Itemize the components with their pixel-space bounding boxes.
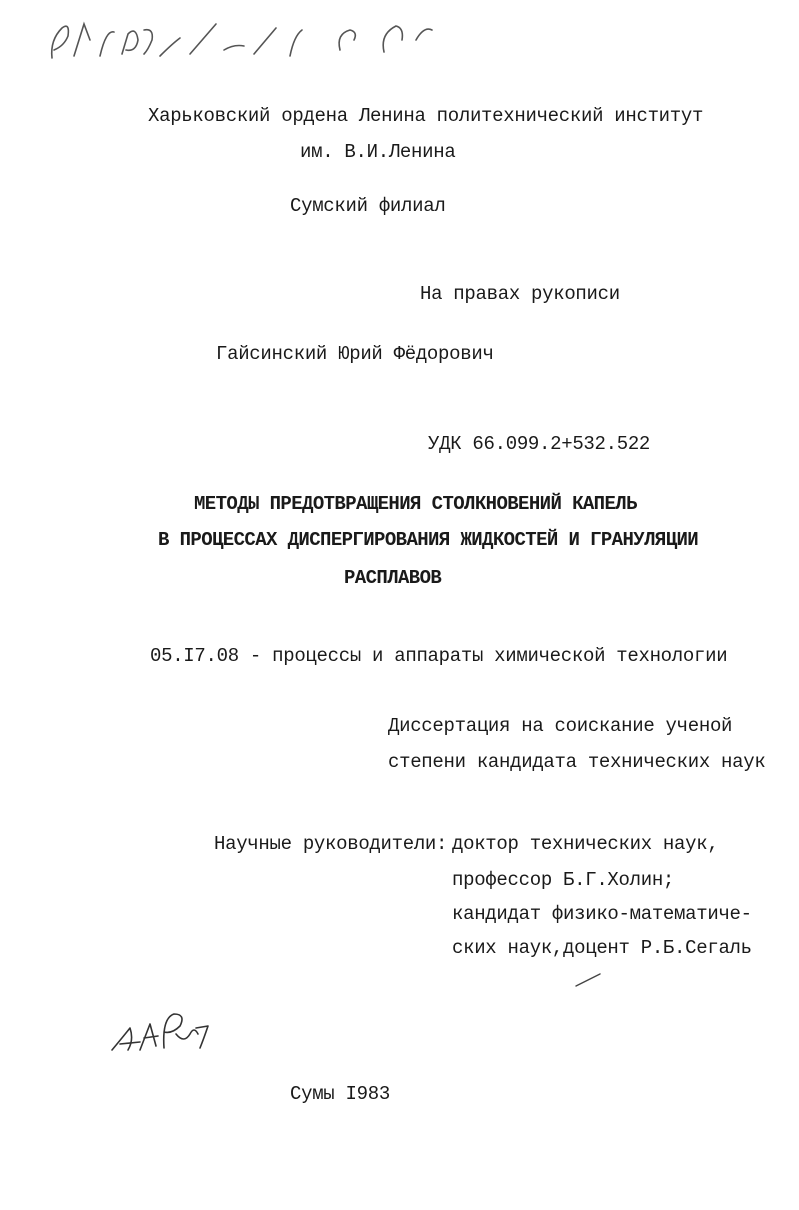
institute-name-line1: Харьковский ордена Ленина политехнический институт bbox=[148, 105, 704, 127]
author-name: Гайсинский Юрий Фёдорович bbox=[216, 343, 494, 365]
specialty-code: 05.I7.08 - процессы и аппараты химической технологии bbox=[150, 645, 728, 667]
pen-stroke-mark bbox=[574, 970, 604, 990]
institute-name-line2: им. В.И.Ленина bbox=[300, 141, 456, 163]
supervisors-label: Научные руководители: bbox=[214, 833, 448, 855]
title-line-1: МЕТОДЫ ПРЕДОТВРАЩЕНИЯ СТОЛКНОВЕНИЙ КАПЕЛЬ bbox=[194, 493, 637, 515]
handwritten-archive-mark bbox=[40, 10, 440, 70]
branch-name: Сумский филиал bbox=[290, 195, 446, 217]
handwritten-signature bbox=[106, 1004, 216, 1058]
udc-code: УДК 66.099.2+532.522 bbox=[428, 433, 651, 455]
supervisor-line-4: ских наук,доцент Р.Б.Сегаль bbox=[452, 937, 752, 959]
dissertation-line-1: Диссертация на соискание ученой bbox=[388, 715, 733, 737]
supervisor-line-1: доктор технических наук, bbox=[452, 833, 719, 855]
title-line-3: РАСПЛАВОВ bbox=[344, 567, 442, 589]
supervisor-line-2: профессор Б.Г.Холин; bbox=[452, 869, 675, 891]
supervisor-line-3: кандидат физико-математиче- bbox=[452, 903, 752, 925]
title-line-2: В ПРОЦЕССАХ ДИСПЕРГИРОВАНИЯ ЖИДКОСТЕЙ И ГРАНУЛЯЦИИ bbox=[158, 529, 699, 551]
place-and-year: Сумы I983 bbox=[290, 1083, 390, 1105]
dissertation-line-2: степени кандидата технических наук bbox=[388, 751, 766, 773]
manuscript-note: На правах рукописи bbox=[420, 283, 620, 305]
